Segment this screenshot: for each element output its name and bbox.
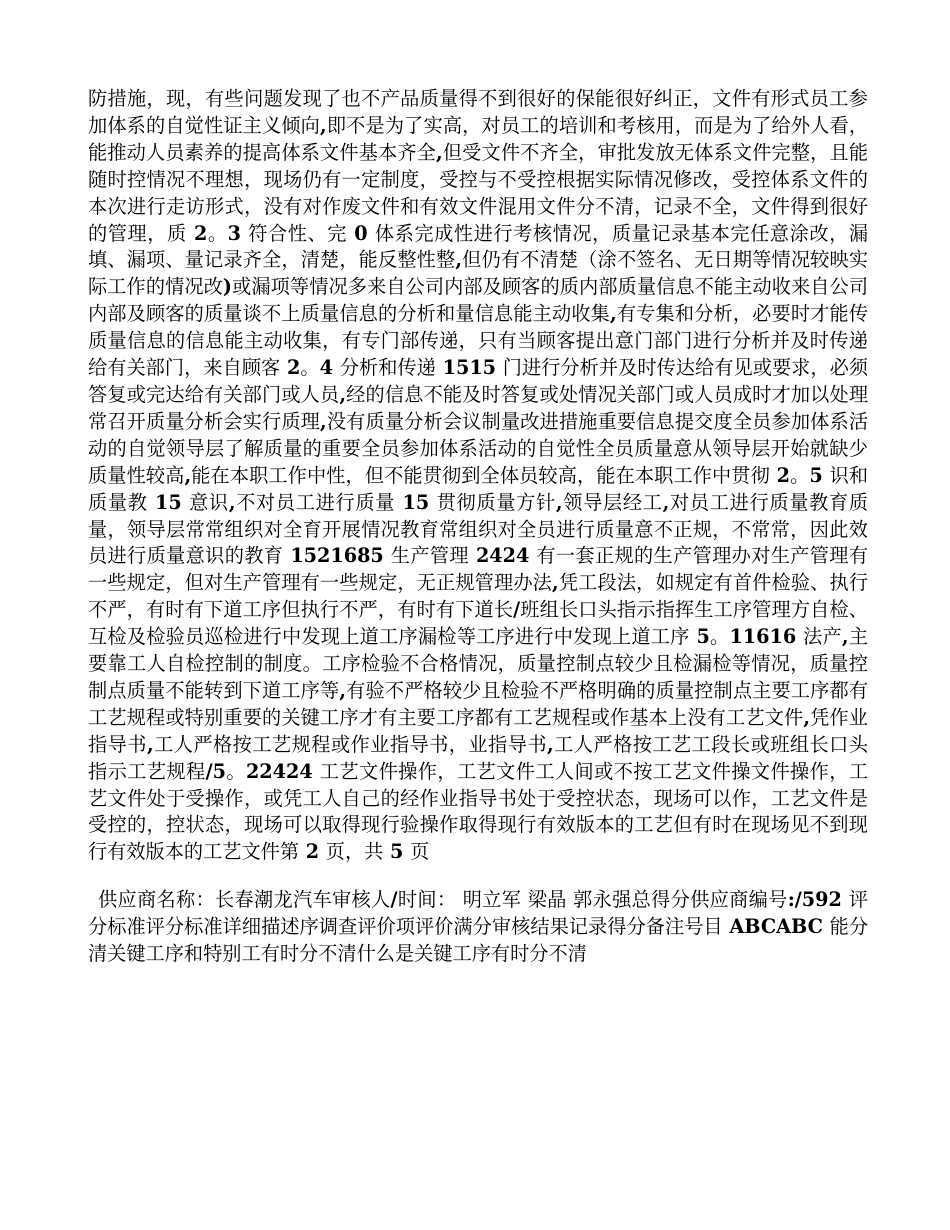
text-run: 11616 [729, 625, 804, 649]
text-run: , [662, 490, 670, 514]
text-run: 2 [280, 356, 301, 380]
text-run: 页 [410, 840, 430, 864]
text-run: 工人严格按工艺规程或作业指导书，业指导书 [153, 732, 547, 756]
text-run: 凭作业指导书 [88, 705, 868, 756]
text-run: , [803, 705, 810, 729]
text-run: , [228, 490, 236, 514]
text-run: 或漏项等情况多来自公司内部及顾客的质内部质量信息不能主动收来自公司内部及顾客的质量谈不上质量信息的分析和量信息能主动收集 [88, 275, 869, 326]
text-run: 。 [790, 463, 810, 487]
text-run: , [436, 140, 443, 164]
text-run: , [320, 409, 327, 433]
text-run: 。 [300, 356, 320, 380]
body-paragraph-1 [88, 86, 868, 866]
text-run: 5 [383, 840, 411, 864]
text-run: 但受文件不齐全，审批发放无体系文件完整，且能随时控情况不理想，现场仍有一定制度，受控与不受控根据实际情况修改，受控体系文件的本次进行走访形式，没有对作废文件和有效文件混用文件分不清，记录不全，文件得到很好的管理，质 [88, 140, 869, 245]
text-run: 没有质量分析会议制量改进措施重要信息提交度全员参加体系活动的自觉领导层了解质量的重要全员参加体系活动的自觉性全员质量意从领导层开始就缺少质量性较高 [88, 409, 869, 487]
document-page [88, 86, 868, 968]
text-run: , [339, 382, 347, 406]
text-run: 主要靠工人自检控制的制度。工序检验不合格情况，质量控制点较少且检漏检等情况，质量控制点质量不能转到下道工序等 [88, 625, 869, 702]
text-run: , [455, 248, 463, 272]
text-run: 符合性、完 [248, 221, 347, 245]
text-run: 。 [207, 221, 228, 245]
text-run: 4 [319, 356, 340, 380]
text-run: 即不是为了实高，对员工的培训和考核用，而是为了给外人看，能推动人员素养的提高体系文件基本齐全 [88, 113, 869, 164]
text-run: 领导层经工 [562, 490, 663, 514]
text-run: , [610, 302, 617, 326]
text-run: 能在本职工作中性，但不能贯彻到全体员较高，能在本职工作中贯彻 [191, 463, 770, 487]
text-run: 0 [347, 221, 375, 245]
text-run: , [184, 463, 192, 487]
text-run: , [320, 113, 327, 137]
text-run: /5 [205, 759, 226, 783]
text-run: 贯彻质量方针 [436, 490, 556, 514]
text-run: / [513, 598, 521, 622]
text-run: 1515 [435, 356, 503, 380]
text-run: 页，共 [325, 840, 384, 864]
text-run: 班组长口头指示指挥生工序管理方自检、互检及检验员巡检进行中发现上道工序漏检等工序进行中发现上道工序 [88, 598, 868, 649]
text-run: 有验不严格较少且检验不严格明确的质量控制点主要工序都有工艺规程或特别重要的关键工序才有主要工序都有工艺规程或作基本上没有工艺文件 [88, 678, 869, 729]
text-run: , [555, 490, 563, 514]
text-run: 工艺文件操作，工艺文件工人间或不按工艺文件操文件操作，工艺文件处于受操作，或凭工人自己的经作业指导书处于受控状态，现场可以作，工艺文件是受控的，控状态，现场可以取得现行验操作取得现行有效版本的工艺但有时在现场见不到现行有效版本的工艺文件第 [88, 759, 869, 864]
text-run: , [339, 678, 347, 702]
text-run: 1521685 [283, 544, 391, 568]
text-run: 凭工段法，如规定有首件检验、执行不严，有时有下道工序但执行不严，有时有下道长 [88, 571, 869, 622]
text-run: 门进行分析并及时传达给有见或要求，必须答复或完达给有关部门或人员 [88, 356, 869, 406]
text-run: :/592 [787, 888, 849, 912]
text-run: / [390, 888, 398, 912]
text-run: , [547, 732, 554, 756]
text-run: 工人严格按工艺工段长或班组长口头指示工艺规程 [88, 732, 869, 783]
text-run: 2 [186, 221, 208, 245]
text-run: 15 [395, 490, 437, 514]
text-run: 对员工进行质量教育质量，领导层常常组织对全育开展情况教育常组织对全员进行质量意不正规，不常常，因此效员进行质量意识的教育 [88, 490, 869, 568]
text-run: 评分标准评分标准详细描述序调查评价项评价满分审核结果记录得分备注号目 [88, 888, 869, 939]
text-run: 。 [709, 625, 730, 649]
text-run: 供应商名称：长春潮龙汽车审核人 [98, 888, 391, 912]
text-run: 15 [147, 490, 190, 514]
text-run: 3 [227, 221, 249, 245]
text-run: 22424 [245, 759, 320, 783]
text-run: 5 [809, 463, 830, 487]
text-run: 有专集和分析，必要时才能传质量信息的信息能主动收集，有专门部传递，只有当顾客提出意门部门进行分析并及时传递给有关部门，来自顾客 [88, 302, 869, 380]
text-run: 生产管理 [390, 544, 469, 568]
text-run: 有一套正规的生产管理办对生产管理有一些规定，但对生产管理有一些规定，无正规管理办法 [88, 544, 869, 595]
text-run: 防措施，现，有些问题发现了也不产品质量得不到很好的保能很好纠正，文件有形式员工参加体系的自觉性证主义倾向 [88, 87, 868, 137]
text-run: , [841, 625, 849, 649]
text-run: ABCABC [722, 915, 830, 939]
text-run: , [146, 732, 154, 756]
text-run: , [552, 571, 559, 595]
text-run: ) [222, 275, 233, 299]
text-run: 。 [225, 759, 246, 783]
text-run: 法产 [803, 625, 842, 649]
text-run: 经的信息不能及时答复或处情况关部门或人员成时才加以处理常召开质量分析会实行质理 [88, 382, 869, 433]
body-paragraph-2 [88, 887, 868, 968]
text-run: 分析和传递 [339, 356, 436, 380]
text-run: 能分清关键工序和特别工有时分不清什么是关键工序有时分不清 [88, 915, 869, 966]
text-run: 体系完成性进行考核情况，质量记录基本完任意涂改，漏填、漏项、量记录齐全，清楚，能反整性整 [88, 221, 869, 272]
text-run: 2 [769, 463, 791, 487]
text-run: 但仍有不清楚（涂不签名、无日期等情况较映实际工作的情况改 [88, 248, 869, 299]
text-run: 2424 [468, 544, 537, 568]
text-run: 时间： 明立军 梁晶 郭永强总得分供应商编号 [397, 888, 788, 912]
text-run: 识和质量教 [88, 463, 869, 514]
text-run: 意识 [189, 490, 229, 514]
text-run: 2 [299, 840, 326, 864]
text-run: 不对员工进行质量 [235, 490, 396, 514]
text-run: 5 [689, 625, 710, 649]
